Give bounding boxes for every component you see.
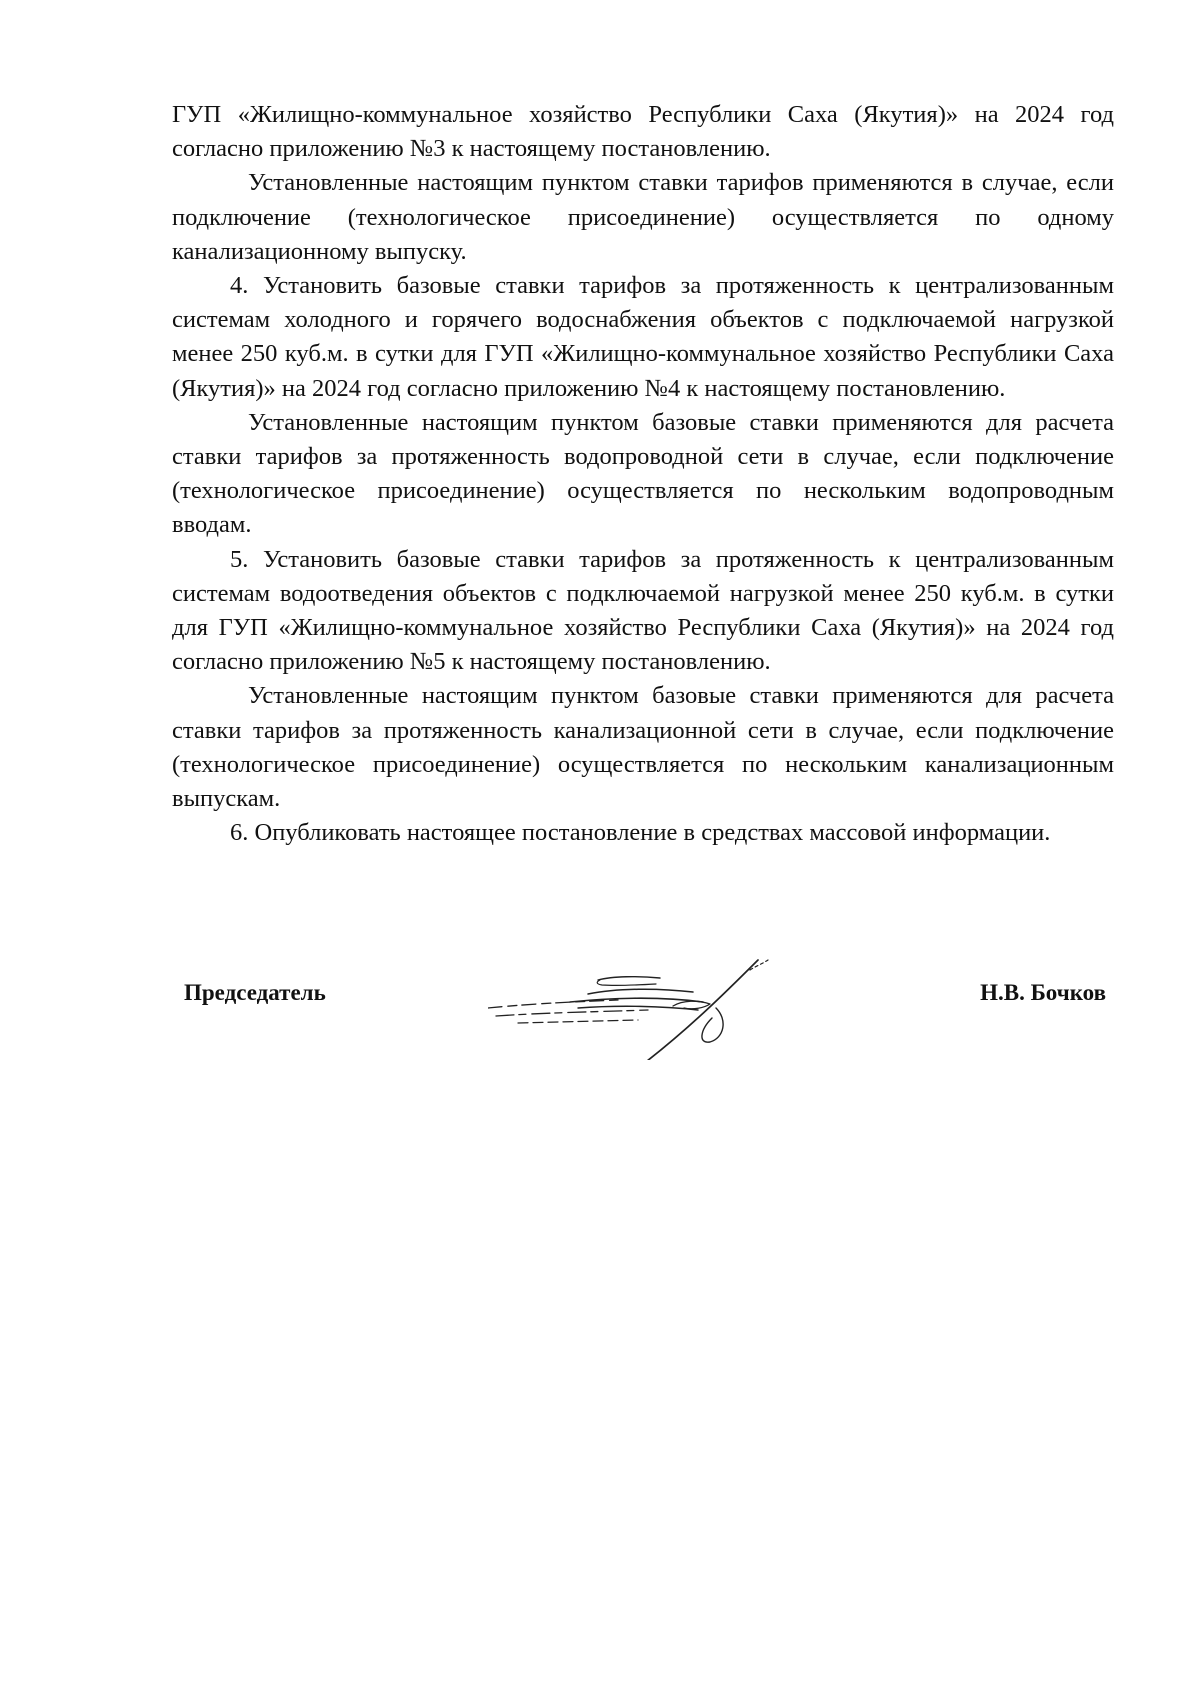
document-body: [172, 98, 1114, 850]
signatory-title: Председатель: [184, 980, 326, 1005]
paragraph-sewer-single-outlet: Установленные настоящим пунктом ставки тарифов применяются в случае, если подключение (технологическое присоединение) осуществляется по одному канализационному выпуску.: [172, 169, 1114, 265]
paragraph-continuation: ГУП «Жилищно-коммунальное хозяйство Республики Саха (Якутия)» на 2024 год согласно приложению №3 к настоящему постановлению.: [172, 101, 1114, 163]
signatory-name: Н.В. Бочков: [980, 980, 1106, 1005]
paragraph-item-6: 6. Опубликовать настоящее постановление в средствах массовой информации.: [230, 819, 1051, 847]
paragraph-sewer-multiple-outlets: Установленные настоящим пунктом базовые ставки применяются для расчета ставки тарифов за протяженность канализационной сети в случае, если подключение (технологическое присоединение) осуществляется по нескольким канализационным выпускам.: [172, 682, 1114, 813]
paragraph-item-5: 5. Установить базовые ставки тарифов за протяженность к централизованным системам водоотведения объектов с подключаемой нагрузкой менее 250 куб.м. в сутки для ГУП «Жилищно-коммунальное хозяйство Республики Саха (Якутия)» на 2024 год согласно приложению №5 к настоящему постановлению.: [172, 545, 1114, 676]
paragraph-item-4: 4. Установить базовые ставки тарифов за протяженность к централизованным системам холодного и горячего водоснабжения объектов с подключаемой нагрузкой менее 250 куб.м. в сутки для ГУП «Жилищно-коммунальное хозяйство Республики Саха (Якутия)» на 2024 год согласно приложению №4 к настоящему постановлению.: [172, 272, 1114, 402]
signature-block: [0, 950, 1200, 1070]
handwritten-signature-icon: [488, 950, 788, 1060]
paragraph-water-multiple-inputs: Установленные настоящим пунктом базовые ставки применяются для расчета ставки тарифов за протяженность водопроводной сети в случае, если подключение (технологическое присоединение) осуществляется по нескольким водопроводным вводам.: [172, 408, 1114, 539]
